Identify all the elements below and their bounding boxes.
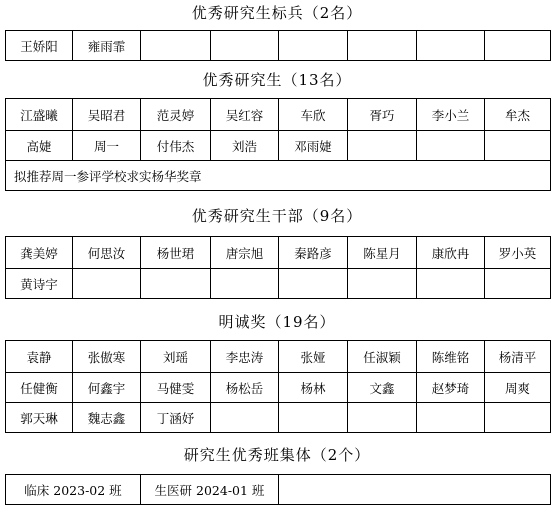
name-cell: 赵梦琦: [417, 373, 485, 403]
empty-cell: [417, 269, 485, 299]
name-cell: 李小兰: [417, 99, 485, 131]
title-biaobing: 优秀研究生标兵（2名）: [191, 4, 363, 22]
table-row: [6, 161, 551, 191]
name-cell: 任健衡: [6, 373, 73, 403]
name-cell: 黄诗宇: [6, 269, 73, 299]
title-youxiu: 优秀研究生（13名）: [202, 71, 352, 89]
recommendation-note: 拟推荐周一参评学校求实杨华奖章: [6, 161, 551, 191]
name-cell: 高婕: [6, 131, 73, 161]
name-cell: 何鑫宇: [73, 373, 141, 403]
name-cell: 文鑫: [348, 373, 417, 403]
table-row: [6, 131, 551, 161]
empty-cell: [485, 131, 551, 161]
table-row: [6, 475, 551, 505]
name-cell: 杨世珺: [141, 237, 211, 269]
name-cell: 范灵婷: [141, 99, 211, 131]
table-row: [6, 373, 551, 403]
empty-cell: [348, 269, 417, 299]
table-row: [6, 269, 551, 299]
table-mingcheng: [5, 340, 551, 433]
empty-cell: [141, 269, 211, 299]
name-cell: 陈维铭: [417, 341, 485, 373]
name-cell: 周一: [73, 131, 141, 161]
name-cell: 丁涵妤: [141, 403, 211, 433]
name-cell: 牟杰: [485, 99, 551, 131]
name-cell: 郭天琳: [6, 403, 73, 433]
empty-cell: [417, 131, 485, 161]
empty-cell: [279, 269, 348, 299]
name-cell: 秦路彦: [279, 237, 348, 269]
name-cell: 张傲寒: [73, 341, 141, 373]
table-ganbu: [5, 236, 551, 299]
class-cell: 生医研 2024-01 班: [141, 475, 279, 505]
name-cell: 唐宗旭: [211, 237, 279, 269]
class-cell: 临床 2023-02 班: [6, 475, 141, 505]
name-cell: 龚美婷: [6, 237, 73, 269]
name-cell: 何思汝: [73, 237, 141, 269]
table-row: [6, 99, 551, 131]
empty-cell: [279, 31, 348, 61]
empty-cell: [279, 475, 551, 505]
name-cell: 雍雨霏: [73, 31, 141, 61]
empty-cell: [485, 269, 551, 299]
name-cell: 陈星月: [348, 237, 417, 269]
empty-cell: [485, 403, 551, 433]
name-cell: 杨林: [279, 373, 348, 403]
name-cell: 周爽: [485, 373, 551, 403]
empty-cell: [348, 131, 417, 161]
name-cell: 魏志鑫: [73, 403, 141, 433]
table-biaobing: [5, 30, 551, 61]
name-cell: 袁静: [6, 341, 73, 373]
name-cell: 刘瑶: [141, 341, 211, 373]
name-cell: 马健雯: [141, 373, 211, 403]
table-row: [6, 341, 551, 373]
empty-cell: [211, 403, 279, 433]
name-cell: 杨松岳: [211, 373, 279, 403]
empty-cell: [485, 31, 551, 61]
table-youxiu: [5, 98, 551, 191]
table-row: [6, 31, 551, 61]
empty-cell: [211, 269, 279, 299]
name-cell: 刘浩: [211, 131, 279, 161]
table-jiti: [5, 474, 551, 505]
name-cell: 邓雨婕: [279, 131, 348, 161]
name-cell: 胥巧: [348, 99, 417, 131]
name-cell: 任淑颖: [348, 341, 417, 373]
name-cell: 吴昭君: [73, 99, 141, 131]
table-row: [6, 403, 551, 433]
name-cell: 杨清平: [485, 341, 551, 373]
empty-cell: [348, 31, 417, 61]
name-cell: 王娇阳: [6, 31, 73, 61]
title-jiti: 研究生优秀班集体（2个）: [183, 446, 371, 464]
title-mingcheng: 明诚奖（19名）: [218, 313, 336, 331]
empty-cell: [417, 403, 485, 433]
name-cell: 江盛曦: [6, 99, 73, 131]
empty-cell: [73, 269, 141, 299]
name-cell: 李忠涛: [211, 341, 279, 373]
empty-cell: [279, 403, 348, 433]
name-cell: 吴红容: [211, 99, 279, 131]
empty-cell: [211, 31, 279, 61]
empty-cell: [417, 31, 485, 61]
name-cell: 付伟杰: [141, 131, 211, 161]
empty-cell: [141, 31, 211, 61]
name-cell: 车欣: [279, 99, 348, 131]
table-row: [6, 237, 551, 269]
name-cell: 张娅: [279, 341, 348, 373]
name-cell: 罗小英: [485, 237, 551, 269]
name-cell: 康欣冉: [417, 237, 485, 269]
empty-cell: [348, 403, 417, 433]
title-ganbu: 优秀研究生干部（9名）: [191, 207, 363, 225]
